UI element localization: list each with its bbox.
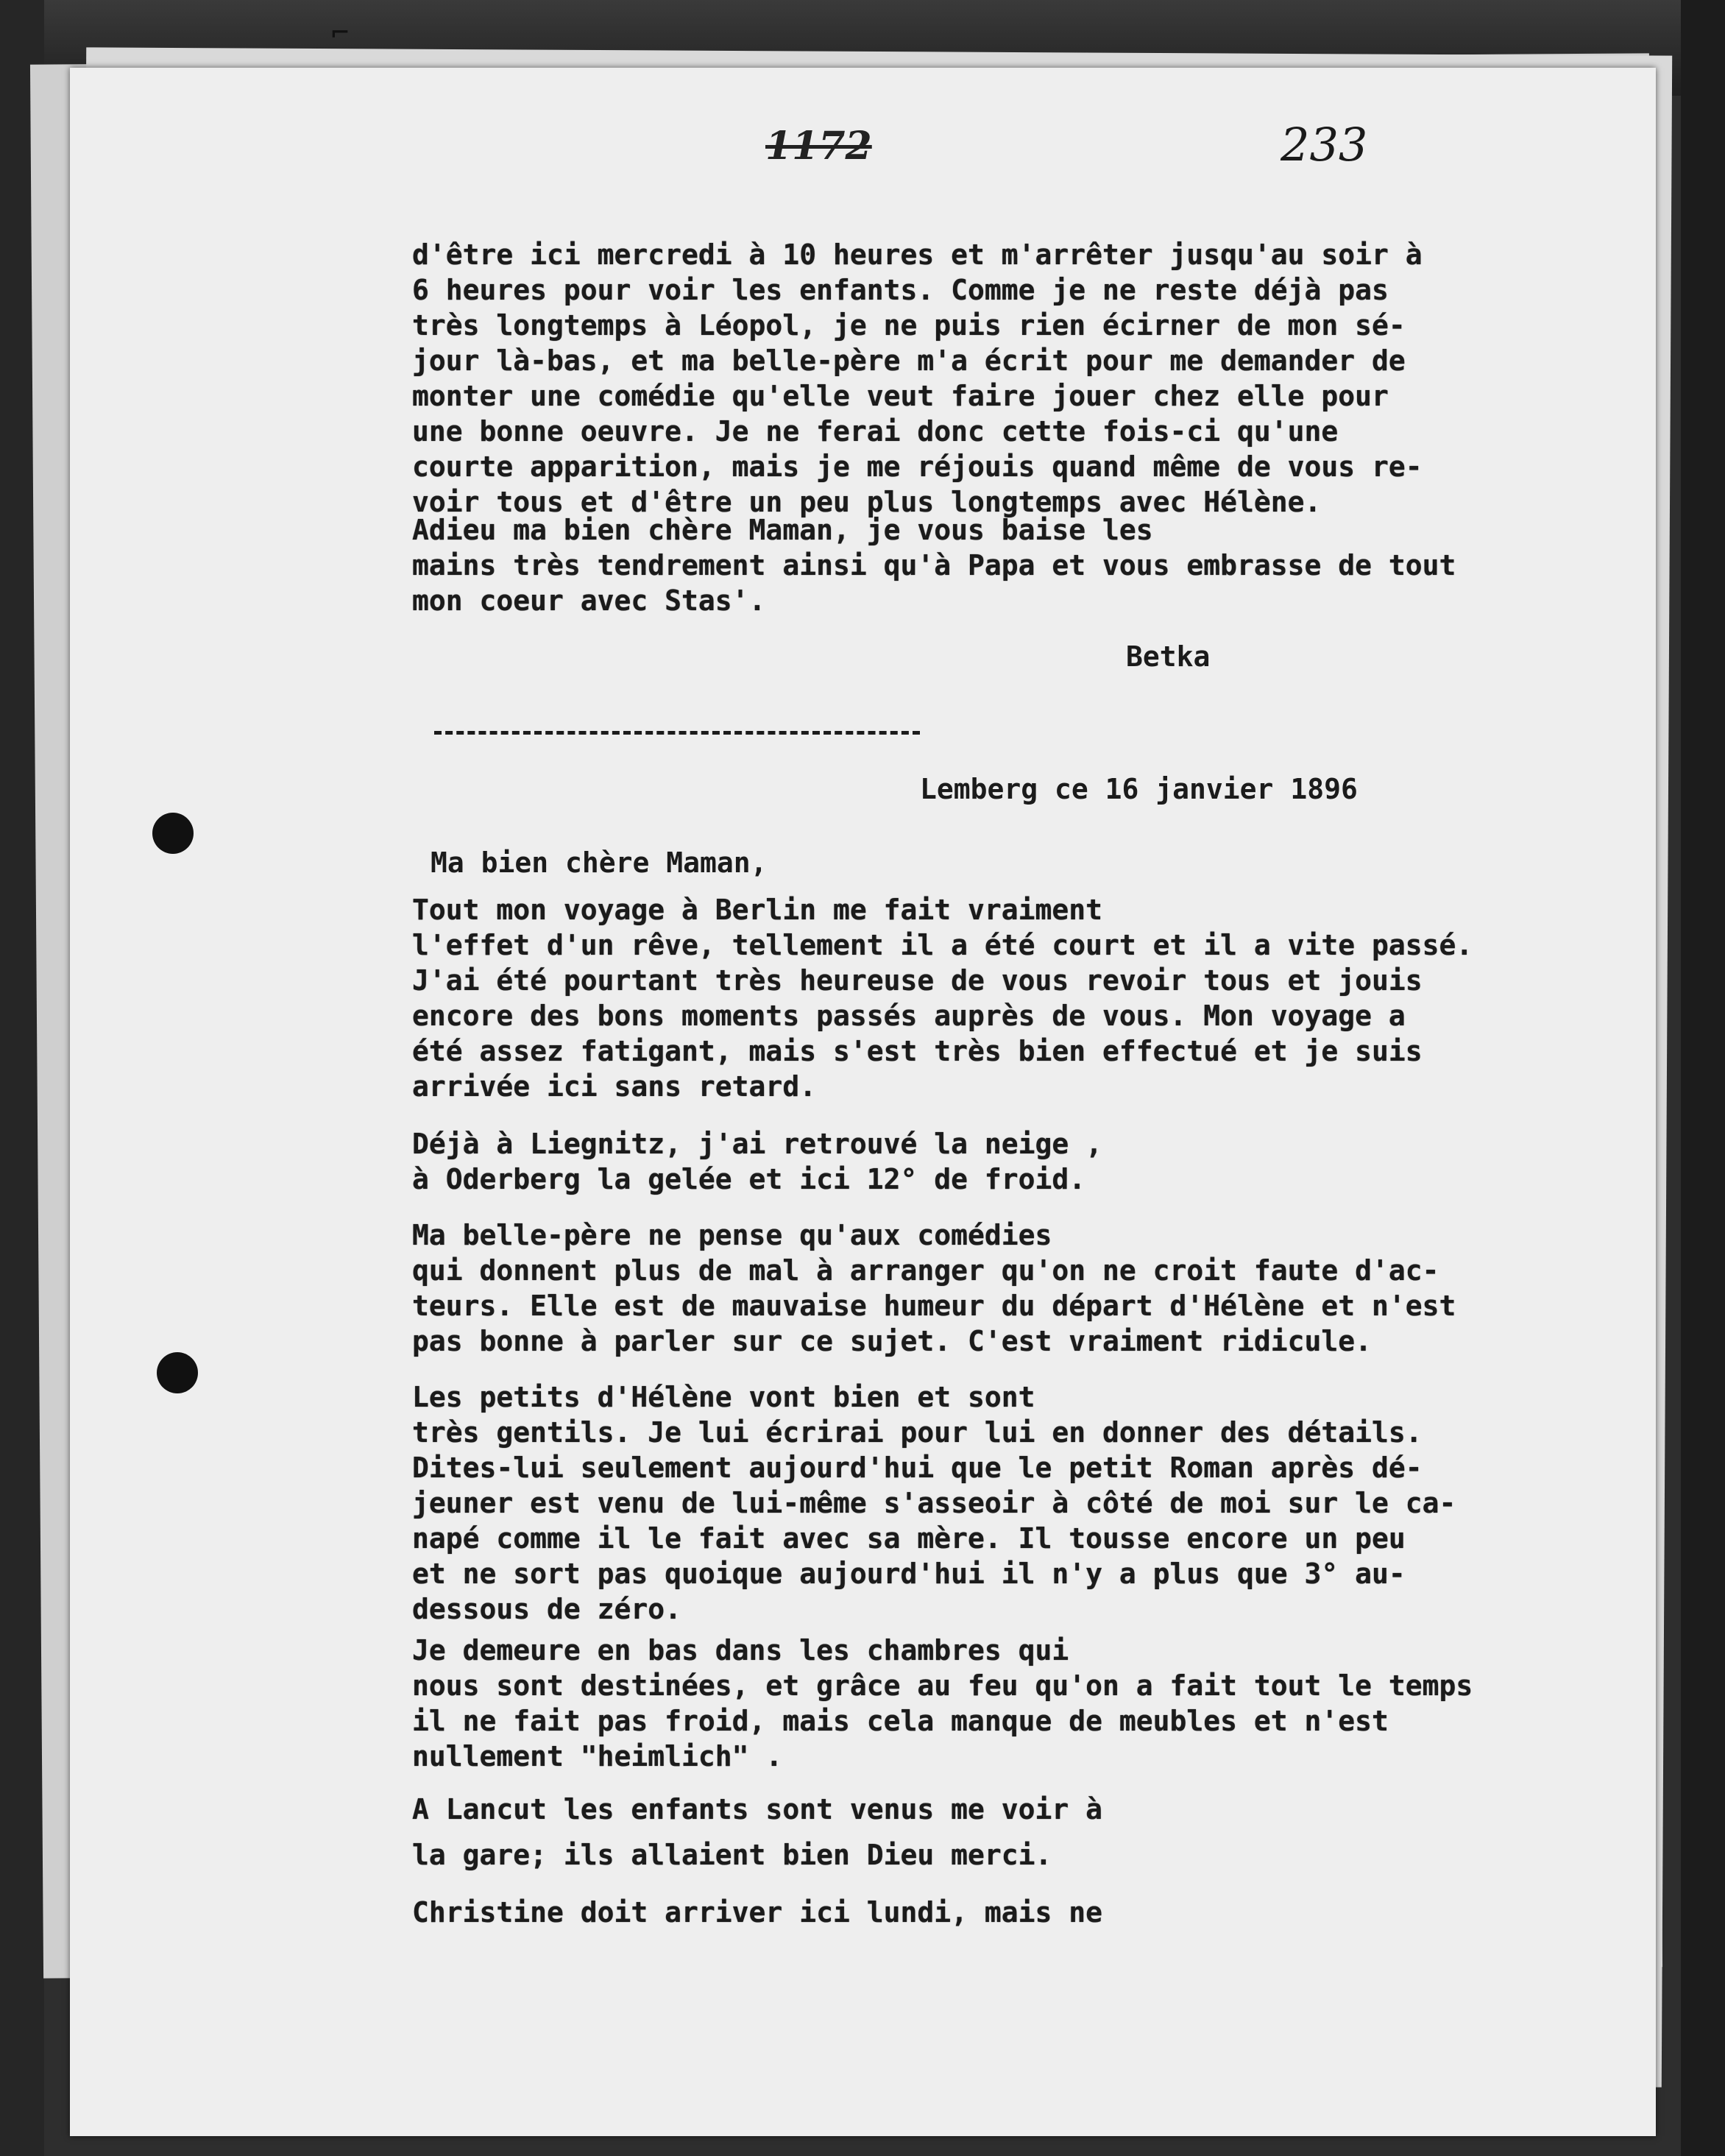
paragraph [412, 1217, 1663, 1359]
text-line: nous sont destinées, et grâce au feu qu'on a fait tout le temps [412, 1669, 1473, 1702]
scan-backdrop-right [1681, 0, 1725, 2156]
struck-folio-number: 1172 [765, 124, 872, 169]
text-line: arrivée ici sans retard. [412, 1070, 817, 1103]
text-line: jeuner est venu de lui-même s'asseoir à côté de moi sur le ca- [412, 1487, 1456, 1519]
text-line: Adieu ma bien chère Maman, je vous baise les [412, 514, 1153, 546]
text-line: Ma belle-père ne pense qu'aux comédies [412, 1219, 1052, 1251]
text-line: mains très tendrement ainsi qu'à Papa et vous embrasse de tout [412, 549, 1456, 582]
text-line: à Oderberg la gelée et ici 12° de froid. [412, 1163, 1086, 1195]
text-line: pas bonne à parler sur ce sujet. C'est vraiment ridicule. [412, 1325, 1372, 1357]
text-line: d'être ici mercredi à 10 heures et m'arrêter jusqu'au soir à [412, 238, 1423, 271]
text-line: jour là-bas, et ma belle-père m'a écrit pour me demander de [412, 344, 1406, 377]
paragraph [412, 1895, 1663, 1930]
text-line: été assez fatigant, mais s'est très bien effectué et je suis [412, 1035, 1423, 1067]
paragraph [412, 1126, 1663, 1197]
text-line: Je demeure en bas dans les chambres qui [412, 1634, 1069, 1667]
text-line: Dites-lui seulement aujourd'hui que le petit Roman après dé- [412, 1452, 1423, 1484]
paragraph [412, 1379, 1663, 1627]
text-line: 6 heures pour voir les enfants. Comme je ne reste déjà pas [412, 274, 1389, 306]
text-line: qui donnent plus de mal à arranger qu'on ne croit faute d'ac- [412, 1254, 1439, 1287]
text-line: teurs. Elle est de mauvaise humeur du départ d'Hélène et n'est [412, 1290, 1456, 1322]
text-line: A Lancut les enfants sont venus me voir à [412, 1793, 1102, 1825]
paragraph [412, 1633, 1663, 1774]
text-line: dessous de zéro. [412, 1593, 682, 1625]
punch-hole [152, 813, 194, 854]
text-line: courte apparition, mais je me réjouis quand même de vous re- [412, 450, 1423, 483]
punch-hole [157, 1352, 198, 1393]
text-line: voir tous et d'être un peu plus longtemps avec Hélène. [412, 486, 1322, 518]
signature: Betka [1126, 640, 1211, 673]
text-line: nullement "heimlich" . [412, 1740, 783, 1772]
text-line: napé comme il le fait avec sa mère. Il tousse encore un peu [412, 1522, 1406, 1555]
text-line: monter une comédie qu'elle veut faire jouer chez elle pour [412, 380, 1389, 412]
text-line: mon coeur avec Stas'. [412, 584, 766, 617]
paragraph [412, 892, 1663, 1104]
text-line: Les petits d'Hélène vont bien et sont [412, 1381, 1035, 1413]
text-line: très gentils. Je lui écrirai pour lui en donner des détails. [412, 1416, 1423, 1449]
salutation: Ma bien chère Maman, [431, 847, 768, 879]
text-line: Déjà à Liegnitz, j'ai retrouvé la neige , [412, 1128, 1102, 1160]
ink-mark: ⌐ [331, 16, 350, 50]
text-line: il ne fait pas froid, mais cela manque de meubles et n'est [412, 1705, 1389, 1737]
paragraph [412, 1792, 1663, 1873]
text-line: la gare; ils allaient bien Dieu merci. [412, 1839, 1052, 1871]
folio-number: 233 [1281, 118, 1368, 172]
text-line: une bonne oeuvre. Je ne ferai donc cette fois-ci qu'une [412, 415, 1339, 448]
text-line: très longtemps à Léopol, je ne puis rien écirner de mon sé- [412, 309, 1406, 342]
text-line: encore des bons moments passés auprès de vous. Mon voyage a [412, 1000, 1406, 1032]
text-line: Tout mon voyage à Berlin me fait vraiment [412, 894, 1102, 926]
text-line: Christine doit arriver ici lundi, mais ne [412, 1896, 1102, 1929]
continuation-paragraph [412, 237, 1619, 520]
separator-rule [434, 725, 920, 735]
closing-paragraph [412, 512, 1619, 618]
text-line: J'ai été pourtant très heureuse de vous revoir tous et jouis [412, 964, 1423, 997]
dateline: Lemberg ce 16 janvier 1896 [920, 773, 1358, 805]
text-line: l'effet d'un rêve, tellement il a été court et il a vite passé. [412, 929, 1473, 961]
text-line: et ne sort pas quoique aujourd'hui il n'y a plus que 3° au- [412, 1558, 1406, 1590]
